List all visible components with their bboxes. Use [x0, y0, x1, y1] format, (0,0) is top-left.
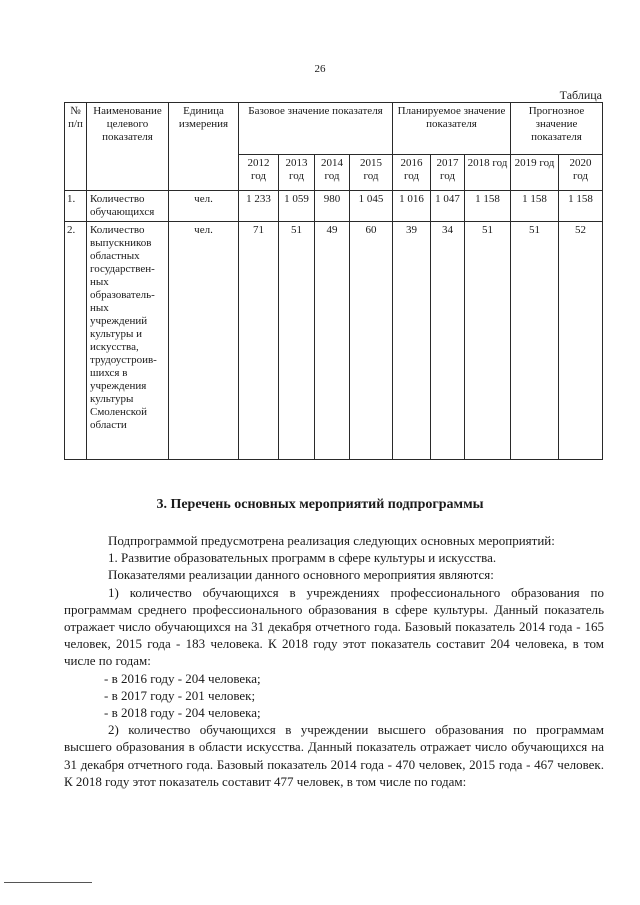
- header-year: 2017 год: [431, 155, 465, 191]
- paragraph: Подпрограммой предусмотрена реализация следующих основных мероприятий:: [108, 533, 555, 548]
- paragraph: 2) количество обучающихся в учреждении высшего образования по программам высшего образования в области искусства. Данный показатель отражает число обучающихся на 31 декабря отчетного года. Базовый показатель 2014 года - 470 человек, 2015 года - 467 человек. К 2018 году этот показатель составит 477 человек, в том числе по годам:: [64, 722, 604, 789]
- value-cell: 1 158: [511, 191, 559, 222]
- row-num: 1.: [65, 191, 87, 222]
- row-num: 2.: [65, 222, 87, 460]
- list-item: - в 2017 году - 201 человек;: [104, 687, 256, 703]
- header-unit: Единица измерения: [169, 103, 239, 191]
- unit-cell: чел.: [169, 191, 239, 222]
- header-name: Наименование целевого показателя: [87, 103, 169, 191]
- value-cell: 39: [393, 222, 431, 460]
- value-cell: 1 158: [465, 191, 511, 222]
- header-forecast-value: Прогнозное значение показателя: [511, 103, 603, 155]
- value-cell: 51: [511, 222, 559, 460]
- indicator-name: Количество обучающихся: [87, 191, 169, 222]
- list-item: - в 2016 году - 204 человека;: [104, 670, 261, 686]
- value-cell: 1 016: [393, 191, 431, 222]
- page-number: 26: [314, 63, 326, 75]
- value-cell: 980: [315, 191, 350, 222]
- value-cell: 52: [559, 222, 603, 460]
- value-cell: 51: [279, 222, 315, 460]
- header-year: 2013 год: [279, 155, 315, 191]
- header-year: 2015 год: [350, 155, 393, 191]
- header-planned-value: Планируемое значение показателя: [393, 103, 511, 155]
- table-row: [65, 191, 603, 222]
- value-cell: 1 047: [431, 191, 465, 222]
- header-year: 2014 год: [315, 155, 350, 191]
- table-caption: Таблица: [559, 88, 602, 102]
- value-cell: 49: [315, 222, 350, 460]
- body-text: [64, 532, 604, 790]
- footer-rule: [4, 882, 92, 883]
- header-year: 2012 год: [239, 155, 279, 191]
- paragraph: Показателями реализации данного основного мероприятия являются:: [108, 567, 494, 583]
- header-year: 2020 год: [559, 155, 603, 191]
- indicator-name: Количество выпускников областных государствен-ных образователь-ных учреждений культуры и искусства, трудоустроив-шихся в учреждения культуры Смоленской области: [90, 224, 157, 431]
- header-num: № п/п: [65, 103, 87, 191]
- indicators-table: [64, 102, 603, 460]
- table-header-row: [65, 103, 603, 155]
- value-cell: 51: [465, 222, 511, 460]
- header-base-value: Базовое значение показателя: [239, 103, 393, 155]
- table-row: [65, 222, 603, 460]
- value-cell: 71: [239, 222, 279, 460]
- value-cell: 34: [431, 222, 465, 460]
- header-year: 2019 год: [511, 155, 559, 191]
- list-item: - в 2018 году - 204 человека;: [104, 705, 261, 721]
- header-year: 2016 год: [393, 155, 431, 191]
- paragraph: 1. Развитие образовательных программ в сфере культуры и искусства.: [108, 550, 497, 566]
- header-year: 2018 год: [465, 155, 511, 191]
- section-title: 3. Перечень основных мероприятий подпрограммы: [156, 497, 484, 512]
- paragraph: 1) количество обучающихся в учреждениях профессионального образования по программам среднего профессионального образования в сфере культуры. Данный показатель отражает число обучающихся на 31 декабря отчетного года. Базовый показатель 2014 года - 165 человек, 2015 года - 183 человека. К 2018 году этот показатель составит 204 человека, в том числе по годам:: [64, 584, 604, 669]
- indicator-name-cell: [87, 222, 169, 460]
- value-cell: 60: [350, 222, 393, 460]
- value-cell: 1 158: [559, 191, 603, 222]
- value-cell: 1 233: [239, 191, 279, 222]
- value-cell: 1 059: [279, 191, 315, 222]
- value-cell: 1 045: [350, 191, 393, 222]
- unit-cell: чел.: [169, 222, 239, 460]
